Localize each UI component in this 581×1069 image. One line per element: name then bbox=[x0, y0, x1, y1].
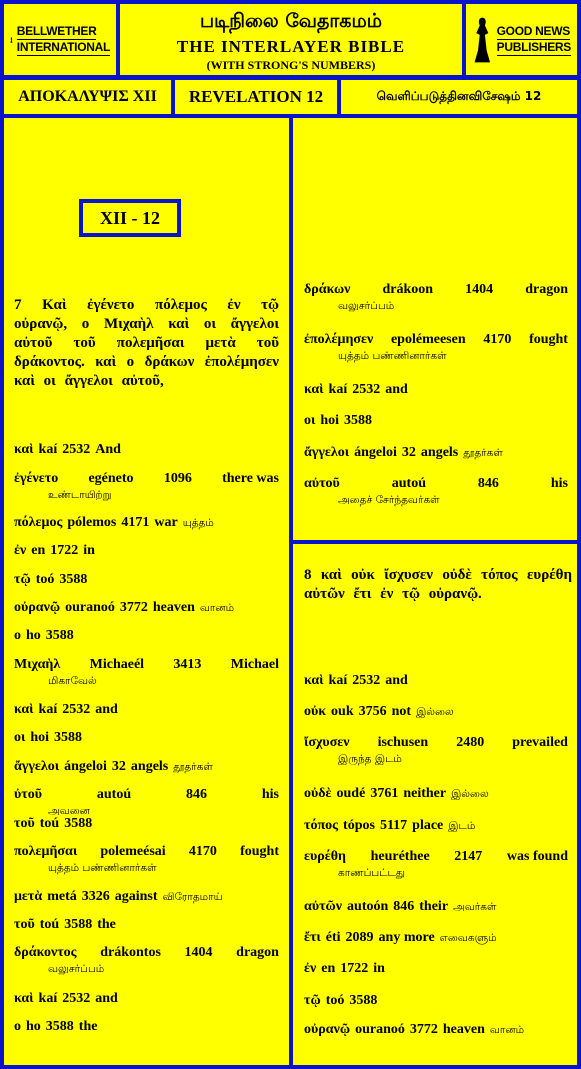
english-gloss: against bbox=[114, 889, 158, 904]
strongs-number: 3761 bbox=[370, 786, 399, 801]
transliteration: en bbox=[321, 961, 336, 976]
strongs-number: 4171 bbox=[121, 515, 150, 530]
strongs-number: 3588 bbox=[64, 917, 93, 932]
tamil-gloss: வானம் bbox=[489, 1024, 525, 1036]
word-entry bbox=[14, 786, 279, 818]
english-gloss: dragon bbox=[525, 282, 568, 297]
greek-word: καὶ bbox=[14, 442, 34, 457]
strongs-number: 3756 bbox=[358, 704, 387, 719]
english-gloss: prevailed bbox=[512, 735, 568, 750]
right-column-bottom bbox=[289, 540, 581, 1069]
greek-word: δράκοντος bbox=[14, 945, 77, 960]
word-entry bbox=[304, 381, 568, 399]
word-entry bbox=[14, 944, 279, 976]
good-news-figure-icon bbox=[472, 12, 493, 68]
greek-word: οι bbox=[14, 730, 26, 745]
strongs-number: 2480 bbox=[456, 735, 485, 750]
right-logo-line1: GOOD NEWS bbox=[496, 23, 570, 38]
greek-word: καὶ bbox=[14, 991, 34, 1006]
title-subtitle: (WITH STRONG'S NUMBERS) bbox=[206, 58, 376, 72]
english-gloss: heaven bbox=[442, 1022, 485, 1037]
english-gloss: not bbox=[391, 704, 412, 719]
english-gloss: and bbox=[95, 702, 118, 717]
word-entry bbox=[304, 1021, 568, 1039]
tamil-gloss: வலுசர்ப்பம் bbox=[338, 300, 395, 312]
strongs-number: 2532 bbox=[62, 702, 91, 717]
strongs-number: 3326 bbox=[81, 889, 110, 904]
word-entry bbox=[304, 992, 568, 1010]
greek-word: οὐδὲ bbox=[304, 786, 332, 801]
strongs-number: 2532 bbox=[62, 442, 91, 457]
word-entry bbox=[304, 412, 568, 430]
title-box bbox=[116, 0, 466, 79]
book-english-box bbox=[171, 76, 341, 118]
word-entry bbox=[304, 960, 568, 978]
transliteration: en bbox=[31, 543, 46, 558]
greek-word: τῷ bbox=[14, 572, 31, 587]
word-entry bbox=[304, 817, 568, 835]
english-gloss: place bbox=[412, 818, 444, 833]
transliteration: ho bbox=[26, 1019, 41, 1034]
greek-word: οὐκ bbox=[304, 704, 327, 719]
title-english: THE INTERLAYER BIBLE bbox=[176, 37, 406, 56]
tamil-gloss: யுத்தம் பண்ணினார்கள் bbox=[48, 862, 157, 874]
word-entry bbox=[304, 703, 568, 721]
greek-word: οὐρανῷ bbox=[304, 1022, 351, 1037]
english-gloss: fought bbox=[529, 332, 568, 347]
tamil-gloss: தூதர்கள் bbox=[463, 447, 503, 459]
transliteration: metá bbox=[47, 889, 77, 904]
tamil-gloss: தூதர்கள் bbox=[173, 761, 213, 773]
greek-word: ευρέθη bbox=[304, 849, 346, 864]
tamil-gloss: இருந்த இடம் bbox=[338, 753, 402, 765]
greek-word: ἐν bbox=[14, 543, 27, 558]
english-gloss: their bbox=[419, 899, 449, 914]
word-entry bbox=[14, 627, 279, 645]
transliteration: kaí bbox=[328, 382, 348, 397]
transliteration: autoú bbox=[391, 476, 426, 491]
greek-word: πόλεμος bbox=[14, 515, 63, 530]
english-gloss: his bbox=[261, 787, 279, 802]
word-entry bbox=[14, 470, 279, 502]
transliteration: kaí bbox=[38, 702, 58, 717]
word-entry bbox=[304, 281, 568, 313]
left-logo-line2: INTERNATIONAL bbox=[16, 39, 110, 54]
greek-word: ο bbox=[14, 1019, 21, 1034]
greek-word: δράκων bbox=[304, 282, 351, 297]
chapter-badge: XII - 12 bbox=[79, 199, 181, 237]
strongs-number: 3588 bbox=[349, 993, 378, 1008]
greek-word: ο bbox=[14, 628, 21, 643]
english-gloss: his bbox=[550, 476, 568, 491]
greek-word: ὐτοῦ bbox=[14, 787, 42, 802]
english-gloss: And bbox=[95, 442, 121, 457]
transliteration: ángeloi bbox=[354, 445, 397, 460]
strongs-number: 2089 bbox=[345, 930, 374, 945]
english-gloss: and bbox=[95, 991, 118, 1006]
strongs-number: 3588 bbox=[54, 730, 83, 745]
english-gloss: angels bbox=[130, 759, 169, 774]
word-entry bbox=[14, 729, 279, 747]
tamil-gloss: உண்டாயிற்று bbox=[48, 489, 112, 501]
greek-word: Μιχαὴλ bbox=[14, 657, 61, 672]
strongs-number: 1404 bbox=[184, 945, 213, 960]
transliteration: autoón bbox=[347, 899, 389, 914]
greek-word: μετὰ bbox=[14, 889, 43, 904]
strongs-number: 3588 bbox=[64, 816, 93, 831]
transliteration: epolémeesen bbox=[390, 332, 466, 347]
word-entry bbox=[14, 990, 279, 1008]
tamil-gloss: எவைகளும் bbox=[439, 932, 497, 944]
strongs-number: 846 bbox=[185, 787, 207, 802]
right-logo-line2: PUBLISHERS bbox=[496, 39, 571, 54]
english-gloss: fought bbox=[240, 844, 279, 859]
english-gloss: in bbox=[373, 961, 385, 976]
tamil-gloss: யுத்தம் bbox=[182, 517, 214, 529]
word-entry bbox=[304, 734, 568, 766]
transliteration: toú bbox=[39, 917, 60, 932]
strongs-number: 2532 bbox=[352, 673, 381, 688]
english-gloss: heaven bbox=[152, 600, 195, 615]
greek-word: καὶ bbox=[304, 382, 324, 397]
word-entry bbox=[304, 848, 568, 880]
book-english: REVELATION 12 bbox=[188, 87, 324, 106]
book-greek: ΑΠΟΚΑΛΥΨΙΣ XII bbox=[18, 88, 157, 105]
book-tamil-box bbox=[337, 76, 581, 118]
bellwether-logo-box bbox=[0, 0, 120, 79]
bellwether-figure-icon bbox=[10, 12, 13, 68]
word-entry bbox=[14, 514, 279, 532]
english-gloss: the bbox=[97, 917, 116, 932]
greek-word: ἄγγελοι bbox=[304, 445, 350, 460]
english-gloss: neither bbox=[403, 786, 447, 801]
transliteration: egéneto bbox=[88, 471, 134, 486]
strongs-number: 4170 bbox=[483, 332, 512, 347]
english-gloss: any more bbox=[378, 930, 435, 945]
title-tamil: படிநிலை வேதாகமம் bbox=[199, 10, 383, 32]
english-gloss: Michael bbox=[230, 657, 279, 672]
strongs-number: 1404 bbox=[465, 282, 494, 297]
tamil-gloss: இடம் bbox=[448, 820, 476, 832]
transliteration: kaí bbox=[38, 442, 58, 457]
strongs-number: 3588 bbox=[344, 413, 373, 428]
english-gloss: and bbox=[385, 382, 408, 397]
greek-word: τόπος bbox=[304, 818, 339, 833]
tamil-gloss: வலுசர்ப்பம் bbox=[48, 963, 105, 975]
word-entry bbox=[14, 888, 279, 906]
greek-word: τοῦ bbox=[14, 816, 35, 831]
strongs-number: 3772 bbox=[409, 1022, 438, 1037]
greek-word: ἄγγελοι bbox=[14, 759, 60, 774]
english-gloss: and bbox=[385, 673, 408, 688]
strongs-number: 3413 bbox=[173, 657, 202, 672]
strongs-number: 3588 bbox=[45, 1019, 74, 1034]
transliteration: éti bbox=[325, 930, 341, 945]
verse8-text: 8 καὶ οὐκ ἴσχυσεν οὐδὲ τόπος ευρέθη αὐτῶν ἔτι ἐν τῷ οὐρανῷ. bbox=[304, 567, 572, 602]
strongs-number: 2532 bbox=[62, 991, 91, 1006]
word-entry bbox=[14, 815, 279, 833]
word-entry bbox=[304, 785, 568, 803]
transliteration: drákontos bbox=[100, 945, 161, 960]
word-entry bbox=[14, 599, 279, 617]
transliteration: toú bbox=[39, 816, 60, 831]
strongs-number: 846 bbox=[477, 476, 499, 491]
word-entry bbox=[14, 916, 279, 934]
tamil-gloss: மிகாவேல் bbox=[48, 675, 97, 687]
word-entry bbox=[304, 898, 568, 916]
english-gloss: there was bbox=[222, 471, 279, 486]
tamil-gloss: அதைச் சேர்ந்தவர்கள் bbox=[338, 494, 440, 506]
good-news-logo-box bbox=[462, 0, 581, 79]
transliteration: Michaeél bbox=[89, 657, 145, 672]
greek-word: αὐτῶν bbox=[304, 899, 343, 914]
tamil-gloss: யுத்தம் பண்ணினார்கள் bbox=[338, 350, 447, 362]
tamil-gloss: விரோதமாய் bbox=[162, 891, 223, 903]
strongs-number: 2532 bbox=[352, 382, 381, 397]
transliteration: hoi bbox=[30, 730, 50, 745]
word-entry bbox=[304, 331, 568, 363]
transliteration: drákoon bbox=[382, 282, 434, 297]
book-tamil: வெளிப்படுத்தினவிசேஷம் 12 bbox=[376, 89, 542, 103]
strongs-number: 846 bbox=[393, 899, 415, 914]
greek-word: οὐρανῷ bbox=[14, 600, 61, 615]
tamil-gloss: இல்லை bbox=[416, 706, 454, 718]
word-entry bbox=[14, 758, 279, 776]
strongs-number: 5117 bbox=[379, 818, 408, 833]
transliteration: autoú bbox=[96, 787, 132, 802]
word-entry bbox=[14, 571, 279, 589]
transliteration: kaí bbox=[328, 673, 348, 688]
transliteration: heuréthee bbox=[370, 849, 430, 864]
strongs-number: 3772 bbox=[119, 600, 148, 615]
tamil-gloss: காணப்பட்டது bbox=[338, 867, 406, 879]
word-entry bbox=[304, 444, 568, 462]
transliteration: pólemos bbox=[67, 515, 117, 530]
strongs-number: 1722 bbox=[50, 543, 79, 558]
greek-word: αὐτοῦ bbox=[304, 476, 340, 491]
transliteration: ouranoó bbox=[355, 1022, 405, 1037]
tamil-gloss: அவனை bbox=[48, 805, 90, 817]
tamil-gloss: இல்லை bbox=[451, 788, 489, 800]
transliteration: polemeésai bbox=[100, 844, 166, 859]
strongs-number: 1096 bbox=[163, 471, 192, 486]
transliteration: ouk bbox=[331, 704, 354, 719]
transliteration: oudé bbox=[336, 786, 366, 801]
verse7-text: 7 Καὶ ἐγένετο πόλεμος ἐν τῷ οὐρανῷ, ο Μιχαὴλ καὶ οι ἄγγελοι αὐτοῦ τοῦ πολεμῆσαι μετὰ τοῦ δράκοντος. καὶ ο δράκων ἐπολέμησεν καὶ οι ἄγγελοι αὐτοῦ, bbox=[14, 297, 279, 389]
english-gloss: was found bbox=[506, 849, 568, 864]
word-entry bbox=[304, 929, 568, 947]
transliteration: kaí bbox=[38, 991, 58, 1006]
transliteration: ángeloi bbox=[64, 759, 107, 774]
transliteration: toó bbox=[325, 993, 345, 1008]
book-greek-box bbox=[0, 76, 175, 118]
word-entry bbox=[14, 1018, 279, 1036]
word-entry bbox=[304, 672, 568, 690]
greek-word: ἴσχυσεν bbox=[304, 735, 350, 750]
word-entry bbox=[14, 656, 279, 688]
greek-word: τῷ bbox=[304, 993, 321, 1008]
transliteration: hoi bbox=[320, 413, 340, 428]
english-gloss: angels bbox=[420, 445, 459, 460]
word-entry bbox=[14, 701, 279, 719]
greek-word: καὶ bbox=[14, 702, 34, 717]
english-gloss: dragon bbox=[236, 945, 279, 960]
greek-word: ἐν bbox=[304, 961, 317, 976]
greek-word: ἐγένετο bbox=[14, 471, 59, 486]
greek-word: πολεμῆσαι bbox=[14, 844, 78, 859]
strongs-number: 3588 bbox=[59, 572, 88, 587]
transliteration: toó bbox=[35, 572, 55, 587]
word-entry bbox=[14, 843, 279, 875]
greek-word: οι bbox=[304, 413, 316, 428]
left-logo-line1: BELLWETHER bbox=[16, 23, 97, 38]
word-entry bbox=[304, 475, 568, 507]
strongs-number: 32 bbox=[111, 759, 126, 774]
strongs-number: 32 bbox=[401, 445, 416, 460]
strongs-number: 4170 bbox=[188, 844, 217, 859]
english-gloss: the bbox=[78, 1019, 98, 1034]
greek-word: ἔτι bbox=[304, 930, 321, 945]
greek-word: ἐπολέμησεν bbox=[304, 332, 374, 347]
transliteration: ho bbox=[26, 628, 41, 643]
strongs-number: 1722 bbox=[340, 961, 369, 976]
tamil-gloss: அவர்கள் bbox=[453, 901, 497, 913]
greek-word: καὶ bbox=[304, 673, 324, 688]
transliteration: tópos bbox=[343, 818, 375, 833]
transliteration: ischusen bbox=[377, 735, 429, 750]
word-entry bbox=[14, 542, 279, 560]
english-gloss: in bbox=[83, 543, 95, 558]
english-gloss: war bbox=[154, 515, 178, 530]
strongs-number: 3588 bbox=[45, 628, 74, 643]
greek-word: τοῦ bbox=[14, 917, 35, 932]
transliteration: ouranoó bbox=[65, 600, 115, 615]
tamil-gloss: வானம் bbox=[199, 602, 235, 614]
strongs-number: 2147 bbox=[454, 849, 483, 864]
word-entry bbox=[14, 441, 279, 459]
